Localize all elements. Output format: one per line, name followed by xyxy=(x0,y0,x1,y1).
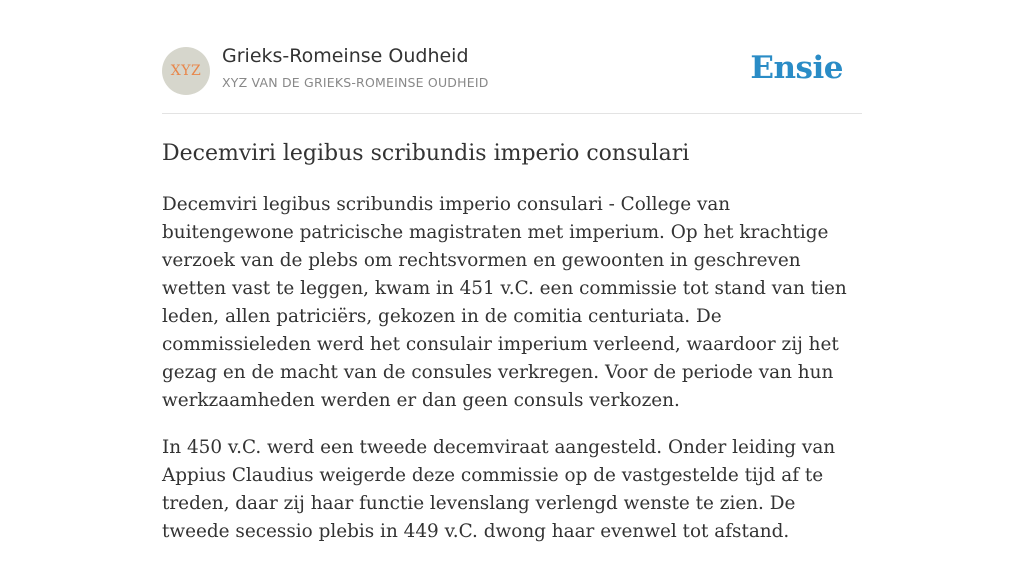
article-title: Decemviri legibus scribundis imperio consulari xyxy=(162,141,690,166)
article-body xyxy=(162,191,862,546)
article-header xyxy=(162,0,862,114)
source-name-link[interactable]: Grieks-Romeinse Oudheid xyxy=(222,45,469,67)
avatar-initials: XYZ xyxy=(170,63,202,79)
source-avatar[interactable] xyxy=(162,47,210,95)
article-paragraph: In 450 v.C. werd een tweede decemviraat aangesteld. Onder leiding van Appius Claudius weigerde deze commissie op de vastgestelde tijd af te treden, daar zij haar functie levenslang verlengd wenste te zien. De tweede secessio plebis in 449 v.C. dwong haar evenwel tot afstand. xyxy=(162,437,836,542)
ensie-logo-link[interactable]: Ensie xyxy=(750,50,843,86)
source-subtitle: XYZ VAN DE GRIEKS-ROMEINSE OUDHEID xyxy=(222,75,489,90)
page-container xyxy=(162,0,862,565)
article-paragraph: Decemviri legibus scribundis imperio consulari - College van buitengewone patricische magistraten met imperium. Op het krachtige verzoek van de plebs om rechtsvormen en gewoonten in geschreven wetten vast te leggen, kwam in 451 v.C. een commissie tot stand van tien leden, allen patriciërs, gekozen in de comitia centuriata. De commissieleden werd het consulair imperium verleend, waardoor zij het gezag en de macht van de consules verkregen. Voor de periode van hun werkzaamheden werden er dan geen consuls verkozen. xyxy=(162,194,847,411)
